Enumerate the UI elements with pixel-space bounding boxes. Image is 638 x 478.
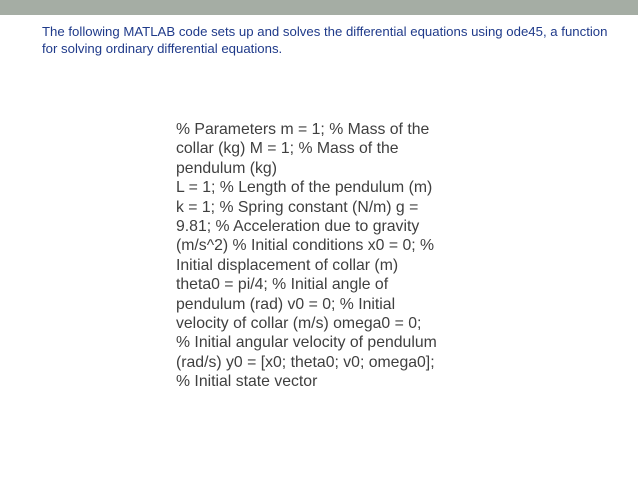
code-line: Initial displacement of collar (m) (176, 256, 399, 274)
code-line: % Parameters m = 1; % Mass of the (176, 121, 430, 138)
code-line: 9.81; % Acceleration due to gravity (176, 218, 420, 236)
code-line: pendulum (kg) (176, 159, 277, 177)
intro-paragraph: The following MATLAB code sets up and solves the differential equations using ode45, a function for solving ordinary differential equations. (42, 24, 608, 56)
code-line: % Initial angular velocity of pendulum (176, 334, 437, 352)
matlab-code-block (176, 120, 452, 392)
code-line: % Initial state vector (176, 373, 318, 391)
code-line: (m/s^2) % Initial conditions x0 = 0; % (176, 237, 435, 255)
code-line: velocity of collar (m/s) omega0 = 0; (176, 315, 422, 333)
code-line: theta0 = pi/4; % Initial angle of (176, 276, 389, 294)
code-line: collar (kg) M = 1; % Mass of the (176, 140, 399, 158)
header-band (0, 0, 638, 15)
code-line: k = 1; % Spring constant (N/m) g = (176, 198, 419, 216)
code-line: (rad/s) y0 = [x0; theta0; v0; omega0]; (176, 353, 435, 371)
code-line: pendulum (rad) v0 = 0; % Initial (176, 295, 396, 313)
code-line: L = 1; % Length of the pendulum (m) (176, 179, 433, 197)
